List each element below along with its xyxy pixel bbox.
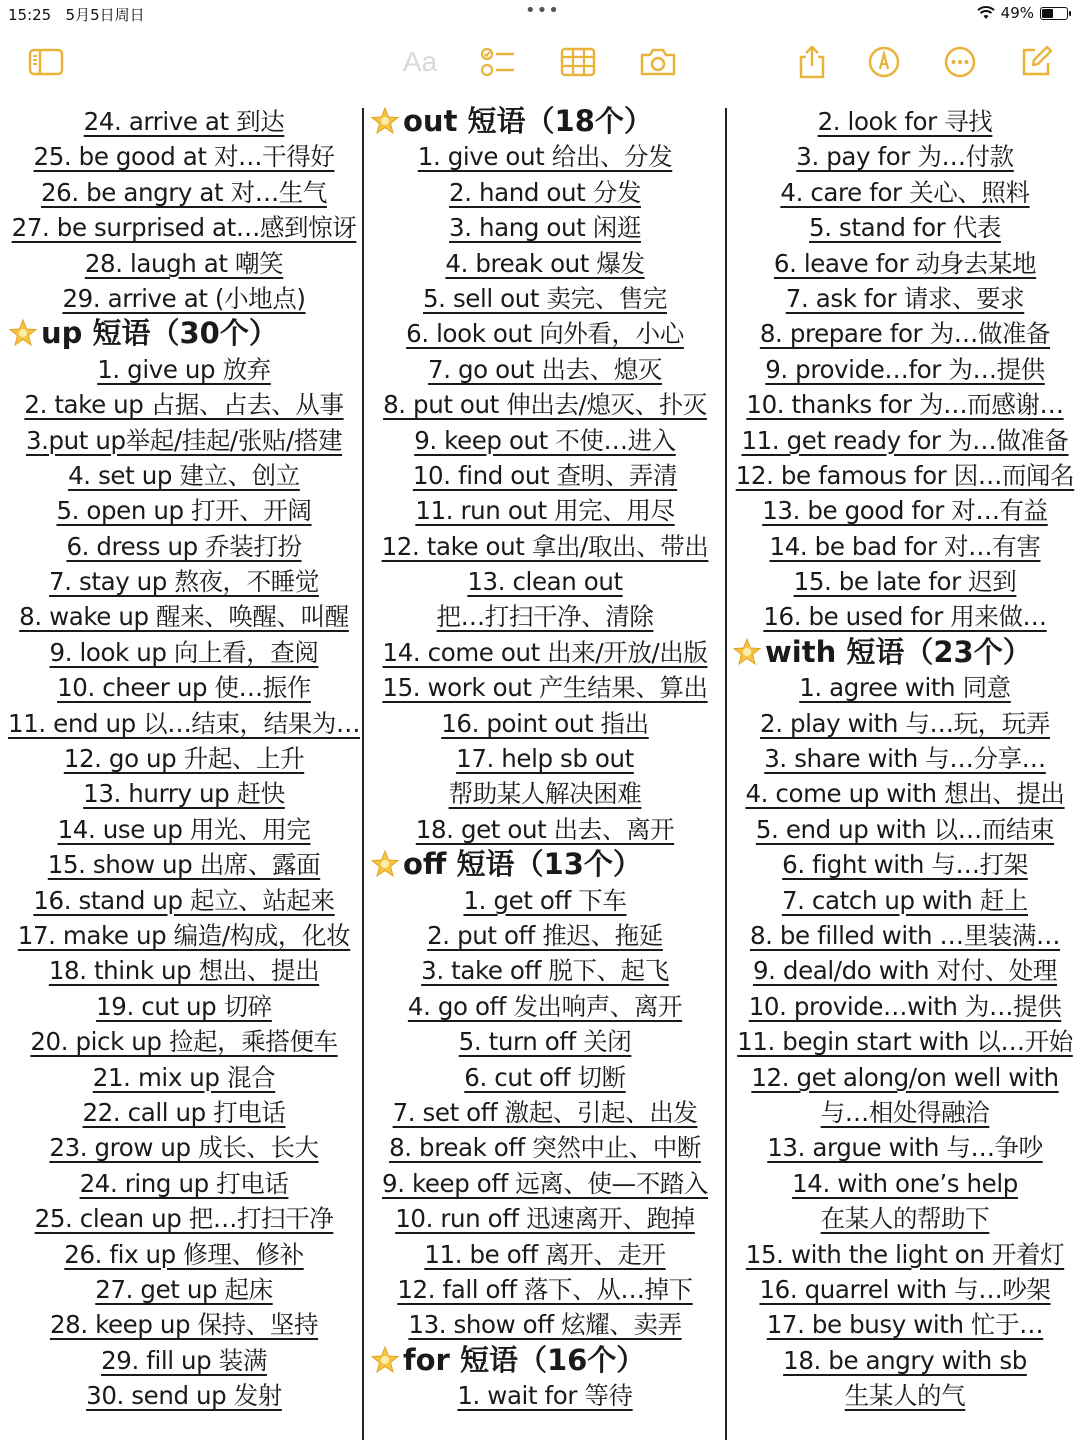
phrase-item [8,599,360,634]
phrase-item [8,529,360,564]
phrase-item [370,493,720,528]
phrase-text: 与…相处得融洽 [820,1097,990,1127]
phrase-text: 25. clean up 把…打扫干净 [34,1204,334,1234]
phrase-text: 5. stand for 代表 [809,213,1001,243]
phrase-text: 4. care for 关心、照料 [780,177,1030,207]
phrase-text: 9. keep out 不使…进入 [414,425,676,455]
phrase-item [8,1060,360,1095]
phrase-item [732,352,1078,387]
phrase-item [732,1130,1078,1165]
phrase-text: 15. with the light on 开着灯 [745,1239,1065,1269]
phrase-text: 14. with one’s help [792,1168,1018,1198]
phrase-text: 11. be off 离开、走开 [424,1239,666,1269]
phrase-item [8,670,360,705]
phrase-text: 11. end up 以…结束，结果为… [8,708,361,738]
phrase-text: 生某人的气 [844,1381,966,1411]
phrase-item [370,1130,720,1165]
phrase-text: 8. put out 伸出去/熄灭、扑灭 [383,390,707,420]
phrase-item [8,1237,360,1272]
phrase-item [8,883,360,918]
phrase-item [8,458,360,493]
phrase-text: 帮助某人解决困难 [448,779,642,809]
phrase-text: 24. ring up 打电话 [79,1168,289,1198]
phrase-text: 18. get out 出去、离开 [415,814,675,844]
phrase-item [732,246,1078,281]
section-header-text: with 短语（23个） [765,634,1032,669]
phrase-text: 3.put up举起/挂起/张贴/搭建 [25,425,343,455]
phrase-text: 3. hang out 闲逛 [449,213,641,243]
phrase-text: 16. point out 指出 [441,708,649,738]
phrase-text: 8. break off 突然中止、中断 [389,1133,701,1163]
phrase-text: 1. give up 放弃 [97,354,271,384]
table-icon[interactable] [558,42,598,82]
phrase-text: 5. sell out 卖完、售完 [422,283,667,313]
phrase-item [732,1378,1078,1413]
phrase-item [370,352,720,387]
phrase-text: 13. hurry up 赶快 [83,779,285,809]
phrase-text: 1. wait for 等待 [457,1381,633,1411]
phrase-text: 29. arrive at (小地点) [62,283,306,313]
phrase-item [8,1343,360,1378]
phrase-item [732,423,1078,458]
phrase-item [8,1307,360,1342]
phrase-item [370,1307,720,1342]
phrase-item [370,635,720,670]
phrase-item [732,599,1078,634]
phrase-text: 4. break out 爆发 [445,248,645,278]
phrase-item [732,564,1078,599]
phrase-item [732,529,1078,564]
phrase-item [8,776,360,811]
phrase-text: 2. hand out 分发 [449,177,641,207]
phrase-text: 17. help sb out [456,744,634,774]
phrase-text: 12. get along/on well with [751,1062,1059,1092]
phrase-text: 5. turn off 关闭 [458,1027,632,1057]
phrase-text: 25. be good at 对…干得好 [33,142,335,172]
phrase-item [732,1272,1078,1307]
phrase-text: 2. look for 寻找 [817,107,993,136]
phrase-item [732,139,1078,174]
phrase-text: 1. give out 给出、分发 [417,142,673,172]
phrase-item [8,953,360,988]
phrase-text: 11. begin start with 以…开始 [737,1027,1073,1057]
phrase-text: 12. go up 升起、上升 [63,744,305,774]
sparkle-star-icon [370,1345,400,1375]
phrase-item [732,210,1078,245]
phrase-text: 16. stand up 起立、站起来 [33,885,335,915]
phrase-item [370,883,720,918]
phrase-text: 27. be surprised at…感到惊讶 [11,213,357,243]
phrase-item [732,1060,1078,1095]
battery-percent: 49% [1000,4,1034,22]
phrase-item [732,104,1078,139]
phrase-text: 17. be busy with 忙于… [766,1310,1044,1340]
phrase-item [8,139,360,174]
phrase-item [732,812,1078,847]
phrase-text: 9. deal/do with 对付、处理 [752,956,1058,986]
phrase-text: 9. look up 向上看，查阅 [49,637,319,667]
phrase-item [732,776,1078,811]
phrase-item [370,1095,720,1130]
phrase-text: 28. laugh at 嘲笑 [84,248,284,278]
phrase-item [370,458,720,493]
phrase-text: 18. be angry with sb [783,1345,1027,1375]
phrase-text: 21. mix up 混合 [92,1062,276,1092]
phrase-text: 13. clean out [467,567,623,597]
phrase-text: 13. argue with 与…争吵 [767,1133,1043,1163]
phrase-text: 12. fall off 落下、从…掉下 [397,1274,693,1304]
phrase-text: 27. get up 起床 [95,1274,273,1304]
phrase-text: 24. arrive at 到达 [83,107,285,136]
phrase-text: 6. look out 向外看，小心 [406,319,684,349]
phrase-item [732,175,1078,210]
phrase-text: 10. run off 迅速离开、跑掉 [395,1204,695,1234]
phrase-item [8,847,360,882]
format-text-button[interactable]: Aa [402,46,438,77]
phrase-text: 1. get off 下车 [463,885,627,915]
phrase-item [370,1166,720,1201]
status-time: 15:25 5月5日周日 [8,6,145,24]
phrase-text: 3. take off 脱下、起飞 [421,956,669,986]
phrase-text: 5. open up 打开、开阔 [56,496,312,526]
table-column-2 [370,104,720,1413]
phrase-item [8,1166,360,1201]
more-options-icon[interactable] [940,42,980,82]
phrase-text: 6. leave for 动身去某地 [773,248,1037,278]
status-date: 5月5日周日 [65,6,145,24]
phrase-item [370,812,720,847]
phrase-text: 18. think up 想出、提出 [48,956,320,986]
phrase-item [8,246,360,281]
phrase-text: 15. show up 出席、露面 [47,850,321,880]
sparkle-star-icon [370,849,400,879]
phrase-item [370,139,720,174]
phrase-item [370,564,720,599]
phrase-item [370,210,720,245]
section-header-text: out 短语（18个） [403,104,653,138]
phrase-text: 4. come up with 想出、提出 [745,779,1065,809]
phrase-text: 1. agree with 同意 [799,673,1011,703]
phrase-text: 7. ask for 请求、要求 [785,283,1025,313]
phrase-text: 26. fix up 修理、修补 [64,1239,304,1269]
section-header-text: for 短语（16个） [403,1342,646,1377]
phrase-item [370,1201,720,1236]
phrase-text: 4. set up 建立、创立 [68,460,300,490]
battery-icon [1040,7,1068,20]
phrase-item [370,529,720,564]
phrase-item [732,1095,1078,1130]
multitask-dots-icon[interactable]: ••• [525,0,560,21]
phrase-item [8,812,360,847]
phrase-item [732,1024,1078,1059]
phrase-item [732,1343,1078,1378]
phrase-item [370,989,720,1024]
phrase-text: 10. provide…with 为…提供 [748,991,1062,1021]
phrase-item [8,387,360,422]
phrase-text: 16. be used for 用来做… [763,602,1047,632]
phrase-item [732,1166,1078,1201]
section-header [8,316,360,351]
phrase-item [732,1307,1078,1342]
phrase-item [732,670,1078,705]
phrase-text: 28. keep up 保持、坚持 [49,1310,319,1340]
phrase-text: 7. catch up with 赶上 [781,885,1029,915]
phrase-text: 26. be angry at 对…生气 [40,177,328,207]
phrase-item [732,741,1078,776]
phrase-item [370,175,720,210]
phrase-text: 14. come out 出来/开放/出版 [382,637,708,667]
phrase-item [732,281,1078,316]
phrase-text: 12. be famous for 因…而闻名 [735,460,1075,490]
phrase-text: 15. work out 产生结果、算出 [382,673,708,703]
phrase-item [732,493,1078,528]
phrase-item [732,847,1078,882]
phrase-text: 4. go off 发出响声、离开 [407,991,683,1021]
sparkle-star-icon [732,637,762,667]
phrase-item [732,1237,1078,1272]
compose-icon[interactable] [1016,42,1056,82]
phrase-text: 10. thanks for 为…而感谢… [746,390,1064,420]
phrase-item [8,564,360,599]
phrase-item [8,741,360,776]
phrase-text: 在某人的帮助下 [820,1204,990,1234]
phrase-item [8,281,360,316]
phrase-item [8,175,360,210]
section-header [370,104,720,139]
phrase-item [8,104,360,139]
phrase-item [370,1272,720,1307]
phrase-text: 6. dress up 乔装打扮 [66,531,302,561]
phrase-item [8,1378,360,1413]
phrase-text: 9. provide…for 为…提供 [765,354,1045,384]
phrase-text: 22. call up 打电话 [82,1097,286,1127]
phrase-text: 8. be filled with …里装满… [749,920,1061,950]
share-icon[interactable] [792,42,832,82]
phrase-text: 30. send up 发射 [86,1381,282,1411]
phrase-item [8,1130,360,1165]
phrase-item [732,989,1078,1024]
section-header [370,847,720,882]
status-bar [0,0,1080,30]
notes-toolbar [0,36,1080,86]
phrase-item [370,1060,720,1095]
phrase-text: 2. put off 推迟、拖延 [427,920,663,950]
phrase-text: 7. go out 出去、熄灭 [428,354,662,384]
phrase-text: 6. cut off 切断 [464,1062,626,1092]
phrase-item [8,423,360,458]
phrase-item [732,706,1078,741]
phrase-item [370,316,720,351]
table-column-3 [732,104,1078,1413]
table-column-1 [8,104,360,1413]
phrase-item [370,776,720,811]
markup-pen-icon[interactable] [864,42,904,82]
phrase-text: 2. take up 占据、占去、从事 [24,390,344,420]
phrase-item [8,1024,360,1059]
phrase-text: 14. use up 用光、用完 [57,814,311,844]
phrase-item [8,918,360,953]
phrase-item [732,1201,1078,1236]
phrase-text: 把…打扫干净、清除 [436,602,654,632]
phrase-text: 7. set off 激起、引起、出发 [392,1097,698,1127]
section-header-text: up 短语（30个） [41,316,278,351]
phrase-item [732,953,1078,988]
phrase-text: 3. pay for 为…付款 [796,142,1014,172]
checklist-icon[interactable] [478,42,518,82]
phrase-text: 2. play with 与…玩，玩弄 [760,708,1050,738]
phrase-text: 9. keep off 远离、使—不踏入 [382,1168,708,1198]
phrase-text: 11. run out 用完、用尽 [415,496,675,526]
phrase-text: 14. be bad for 对…有害 [769,531,1041,561]
phrase-item [370,918,720,953]
phrase-item [8,1095,360,1130]
phrase-text: 3. share with 与…分享… [764,744,1046,774]
phrase-item [370,387,720,422]
phrase-item [370,599,720,634]
note-body[interactable] [0,104,1080,1440]
wifi-icon [977,6,995,20]
phrase-item [8,210,360,245]
sparkle-star-icon [8,318,38,348]
phrase-item [8,352,360,387]
phrase-item [370,741,720,776]
phrase-text: 12. take out 拿出/取出、带出 [381,531,709,561]
phrase-text: 19. cut up 切碎 [96,991,272,1021]
phrase-item [8,989,360,1024]
phrase-text: 5. end up with 以…而结束 [755,814,1055,844]
section-header-text: off 短语（13个） [403,847,642,882]
phrase-item [370,670,720,705]
phrase-text: 11. get ready for 为…做准备 [741,425,1069,455]
phrase-item [370,423,720,458]
phrase-text: 6. fight with 与…打架 [782,850,1028,880]
phrase-text: 17. make up 编造/构成，化妆 [17,920,351,950]
phrase-text: 23. grow up 成长、长大 [49,1133,319,1163]
phrase-item [370,246,720,281]
sidebar-toggle-icon[interactable] [26,42,66,82]
phrase-item [370,1378,720,1413]
phrase-text: 10. find out 查明、弄清 [412,460,678,490]
phrase-item [8,1272,360,1307]
phrase-item [370,1237,720,1272]
phrase-item [370,706,720,741]
section-header [732,635,1078,670]
phrase-text: 8. prepare for 为…做准备 [759,319,1051,349]
phrase-item [732,387,1078,422]
phrase-text: 29. fill up 装满 [101,1345,267,1375]
phrase-item [732,458,1078,493]
phrase-item [8,1201,360,1236]
phrase-item [732,883,1078,918]
sparkle-star-icon [370,106,400,136]
phrase-item [8,493,360,528]
phrase-text: 13. show off 炫耀、卖弄 [408,1310,682,1340]
phrase-item [732,918,1078,953]
phrase-item [370,281,720,316]
section-header [370,1343,720,1378]
phrase-item [370,953,720,988]
phrase-text: 8. wake up 醒来、唤醒、叫醒 [19,602,349,632]
phrase-text: 10. cheer up 使…振作 [57,673,311,703]
phrase-text: 15. be late for 迟到 [793,567,1017,597]
phrase-text: 13. be good for 对…有益 [762,496,1048,526]
phrase-item [8,706,360,741]
camera-icon[interactable] [638,42,678,82]
phrase-text: 7. stay up 熬夜，不睡觉 [49,567,319,597]
phrase-text: 20. pick up 捡起，乘搭便车 [30,1027,338,1057]
phrase-item [8,635,360,670]
phrase-item [732,316,1078,351]
phrase-item [370,1024,720,1059]
phrase-text: 16. quarrel with 与…吵架 [759,1274,1051,1304]
